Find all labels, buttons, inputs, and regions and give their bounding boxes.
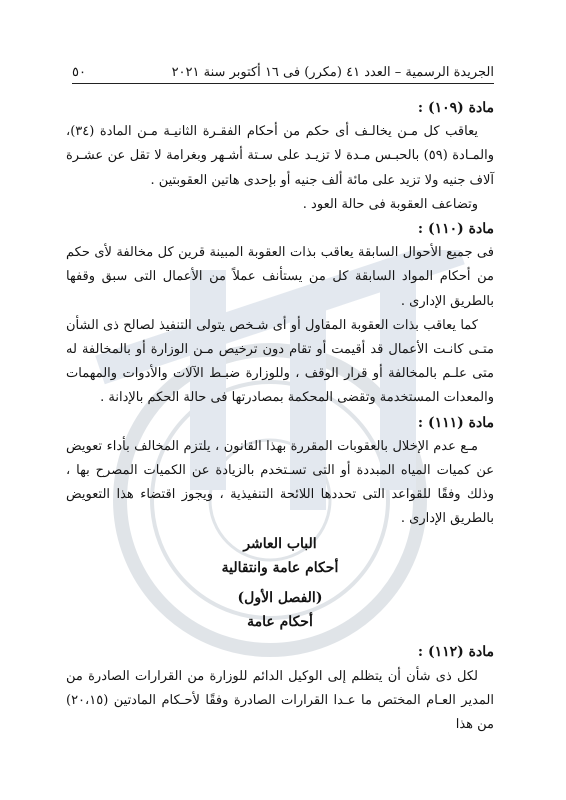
article-109-heading: مادة (١٠٩) : bbox=[417, 100, 494, 116]
article-109-paragraph-1: يعاقب كل مـن يخالـف أى حكم من أحكام الفقـرة الثانيـة مـن المادة (٣٤)، والمـادة (٥٩) بالحبـس مـدة لا تزيـد على سـتة أشـهر وبغرامة لا تقل عن عشـرة آلاف جنيه ولا تزيد على مائة ألف جنيه أو بإحدى هاتين العقوبتين . bbox=[66, 124, 494, 188]
part-heading: (الفصل الأول) bbox=[237, 590, 323, 607]
chapter-heading: الباب العاشر bbox=[243, 535, 317, 552]
document-body bbox=[66, 96, 494, 737]
article-112-heading: مادة (١١٢) : bbox=[417, 644, 494, 661]
chapter-title: أحكام عامة وانتقالية bbox=[221, 559, 339, 576]
article-111-paragraph-1: مـع عدم الإخلال بالعقوبات المقررة بهذا القانون ، يلتزم المخالف بأداء تعويض عن كميات المياه المبددة أو التى تسـتخدم بالزيادة عن الكميات المصرح بها ، وذلك وفقًا للقواعد التى تحددها اللائحة التنفيذية ، ويجوز اقتضاء هذا التعويض بالطريق الإدارى . bbox=[66, 438, 494, 527]
article-110-paragraph-2: كما يعاقب بذات العقوبة المقاول أو أى شـخص يتولى التنفيذ لصالح ذى الشأن متـى كانـت الأعمال قد أقيمت أو تقام دون ترخيص مـن الوزارة أو بالمخالفة له متى علـم بالمخالفة أو قرار الوقف ، وللوزارة ضبـط الآلات والأدوات والمهمات والمعدات المستخدمة وتقضى المحكمة بمصادرتها فى حالة الحكم بالإدانة . bbox=[66, 317, 494, 406]
article-112-paragraph-1: لكل ذى شأن أن يتظلم إلى الوكيل الدائم للوزارة من القرارات الصادرة من المدير العـام المختص ما عـدا القرارات الصادرة وفقًا لأحـكام المادتين (٢٠،١٥) من هذا bbox=[66, 668, 494, 733]
part-title: أحكام عامة bbox=[247, 614, 313, 631]
page-header bbox=[72, 62, 494, 84]
article-111-heading: مادة (١١١) : bbox=[417, 414, 494, 431]
article-109-paragraph-2: وتضاعف العقوبة فى حالة العود . bbox=[302, 196, 478, 212]
header-title: الجريدة الرسمية – العدد ٤١ (مكرر) فى ١٦ أكتوبر سنة ٢٠٢١ bbox=[171, 65, 494, 80]
page-number: ٥٠ bbox=[72, 65, 86, 80]
article-110-heading: مادة (١١٠) : bbox=[417, 221, 494, 238]
article-110-paragraph-1: فى جميع الأحوال السابقة يعاقب بذات العقوبة المبينة قرين كل مخالفة لأى حكم من أحكام المواد السابقة كل من يستأنف عملاً من الأعمال التى سبق وقفها بالطريق الإدارى . bbox=[66, 245, 494, 309]
